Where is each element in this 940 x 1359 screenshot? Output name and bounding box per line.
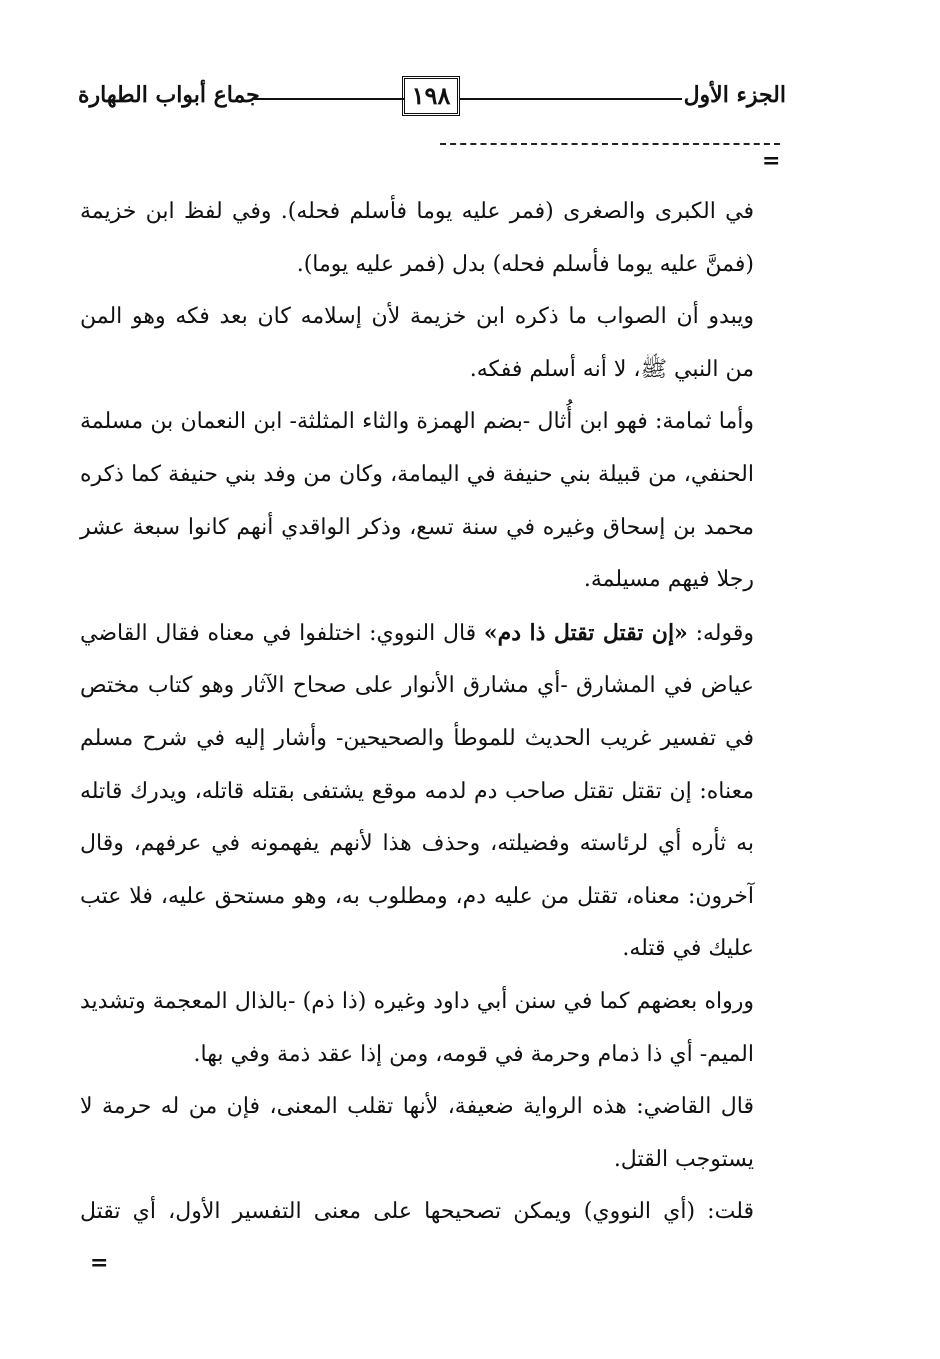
header-dashed-divider [440, 143, 780, 145]
page-number: ١٩٨ [402, 76, 460, 116]
paragraph [80, 607, 754, 976]
continuation-mark-bottom: = [90, 1250, 109, 1276]
paragraph-text: قال النووي: اختلفوا في معناه فقال القاضي عياض في المشارق -أي مشارق الأنوار على صحاح الآثار وهو كتاب مختص في تفسير غريب الحديث للموطأ والصحيحين- وأشار إليه في شرح مسلم معناه: إن تقتل تقتل صاحب دم لدمه موقع يشتفى بقتله قاتله، ويدرك قاتله به ثأره أي لرئاسته وفضيلته، وحذف هذا لأنهم يفهمونه في عرفهم، وقال آخرون: معناه، تقتل من عليه دم، ومطلوب به، وهو مستحق عليه، فلا عتب عليك في قتله. [80, 620, 754, 962]
running-header [78, 70, 786, 126]
paragraph-prefix: وقوله: [687, 620, 754, 646]
hadith-quote: «إن تقتل تقتل ذا دم» [483, 619, 688, 646]
paragraph: قلت: (أي النووي) ويمكن تصحيحها على معنى التفسير الأول، أي تقتل [80, 1199, 754, 1225]
paragraph: وأما ثمامة: فهو ابن أُثال -بضم الهمزة والثاء المثلثة- ابن النعمان بن مسلمة الحنفي، من قبيلة بني حنيفة في اليمامة، وكان من وفد بني حنيفة كما ذكره محمد بن إسحاق وغيره في سنة تسع، وذكر الواقدي أنهم كانوا سبعة عشر رجلا فيهم مسيلمة. [80, 409, 754, 593]
header-rule-right [460, 98, 682, 100]
paragraph: ورواه بعضهم كما في سنن أبي داود وغيره (ذا ذم) -بالذال المعجمة وتشديد الميم- أي ذا ذمام وحرمة في قومه، ومن إذا عقد ذمة وفي بها. [80, 988, 754, 1067]
continuation-mark-top: = [762, 148, 781, 174]
header-rule-left [254, 98, 404, 100]
paragraph: قال القاضي: هذه الرواية ضعيفة، لأنها تقلب المعنى، فإن من له حرمة لا يستوجب القتل. [80, 1094, 754, 1172]
volume-title: الجزء الأول [683, 82, 786, 108]
section-title: جماع أبواب الطهارة [78, 82, 260, 108]
paragraph: ويبدو أن الصواب ما ذكره ابن خزيمة لأن إسلامه كان بعد فكه وهو المن من النبي ﷺ، لا أنه أسلم ففكه. [80, 304, 754, 382]
body-text [80, 186, 754, 1239]
paragraph: في الكبرى والصغرى (فمر عليه يوما فأسلم فحله). وفي لفظ ابن خزيمة (فمنَّ عليه يوما فأسلم فحله) بدل (فمر عليه يوما). [80, 199, 754, 277]
